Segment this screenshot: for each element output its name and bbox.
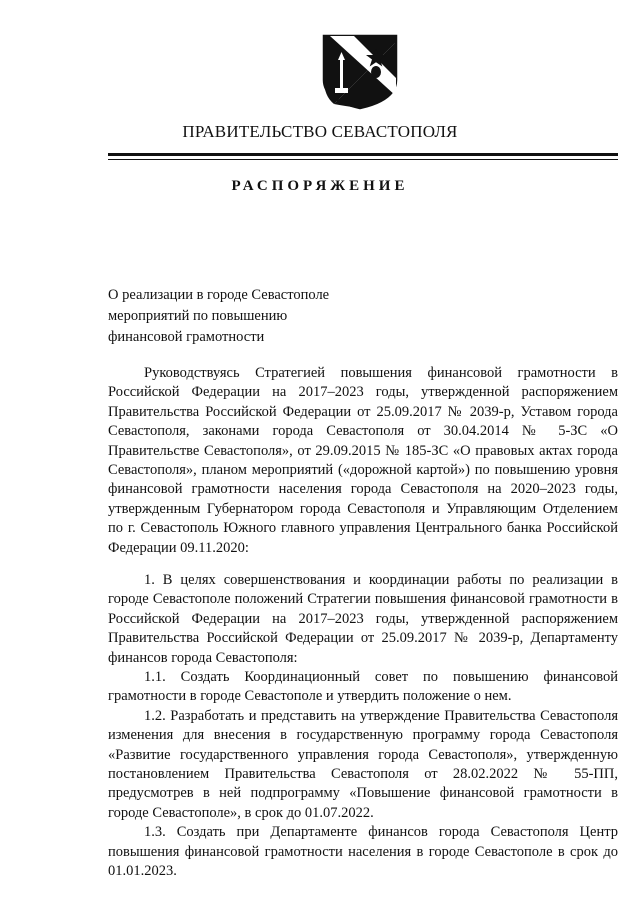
preamble-paragraph: Руководствуясь Стратегией повышения финансовой грамотности в Российской Федерации на 2017–2023 годы, утвержденной распоряжением Правительства Российской Федерации от 25.09.2017 № 2039-р, Уставом города Севастополя, законами города Севастополя от 30.04.2014 № 5-ЗС «О Правительстве Севастополя», от 29.09.2015 № 185-ЗС «О правовых актах города Севастополя», планом мероприятий («дорожной картой») по повышению уровня финансовой грамотности населения города Севастополя на 2020–2023 годы, утвержденным Губернатором города Севастополя и Управляющим Отделением по г. Севастополь Южного главного управления Центрального банка Российской Федерации 09.11.2020: <box>108 365 618 556</box>
organization-title: ПРАВИТЕЛЬСТВО СЕВАСТОПОЛЯ <box>182 122 458 141</box>
clauses-block <box>108 571 618 882</box>
clause-paragraph: 1.3. Создать при Департаменте финансов города Севастополя Центр повышения финансовой грамотности населения в городе Севастополе в срок до 01.01.2023. <box>108 824 618 880</box>
clause-paragraph: 1.2. Разработать и представить на утверждение Правительства Севастополя изменения для внесения в государственную программу города Севастополя «Развитие государственного управления города Севастополя», утвержденную постановлением Правительства Севастополя от 28.02.2022 № 55-ПП, предусмотрев в ней подпрограмму «Повышение финансовой грамотности в городе Севастополе», в срок до 01.07.2022. <box>108 707 618 821</box>
preamble-block <box>108 364 618 558</box>
header-rule-thick <box>108 153 618 156</box>
document-type-heading: РАСПОРЯЖЕНИЕ <box>231 178 409 194</box>
subject-line: О реализации в городе Севастополе <box>108 287 330 303</box>
clause-paragraph: 1. В целях совершенствования и координации работы по реализации в городе Севастополе положений Стратегии повышения финансовой грамотности в Российской Федерации на 2017–2023 годы, утвержденной распоряжением Правительства Российской Федерации от 25.09.2017 № 2039-р, Департаменту финансов города Севастополя: <box>108 572 618 666</box>
subject-line: финансовой грамотности <box>108 329 265 345</box>
header-rule-thin <box>108 159 618 160</box>
clause-paragraph: 1.1. Создать Координационный совет по повышению финансовой грамотности в городе Севастополе и утвердить положение о нем. <box>108 669 618 705</box>
subject-block <box>108 285 428 348</box>
sevastopol-coat-of-arms-icon <box>320 30 400 110</box>
subject-line: мероприятий по повышению <box>108 308 288 324</box>
